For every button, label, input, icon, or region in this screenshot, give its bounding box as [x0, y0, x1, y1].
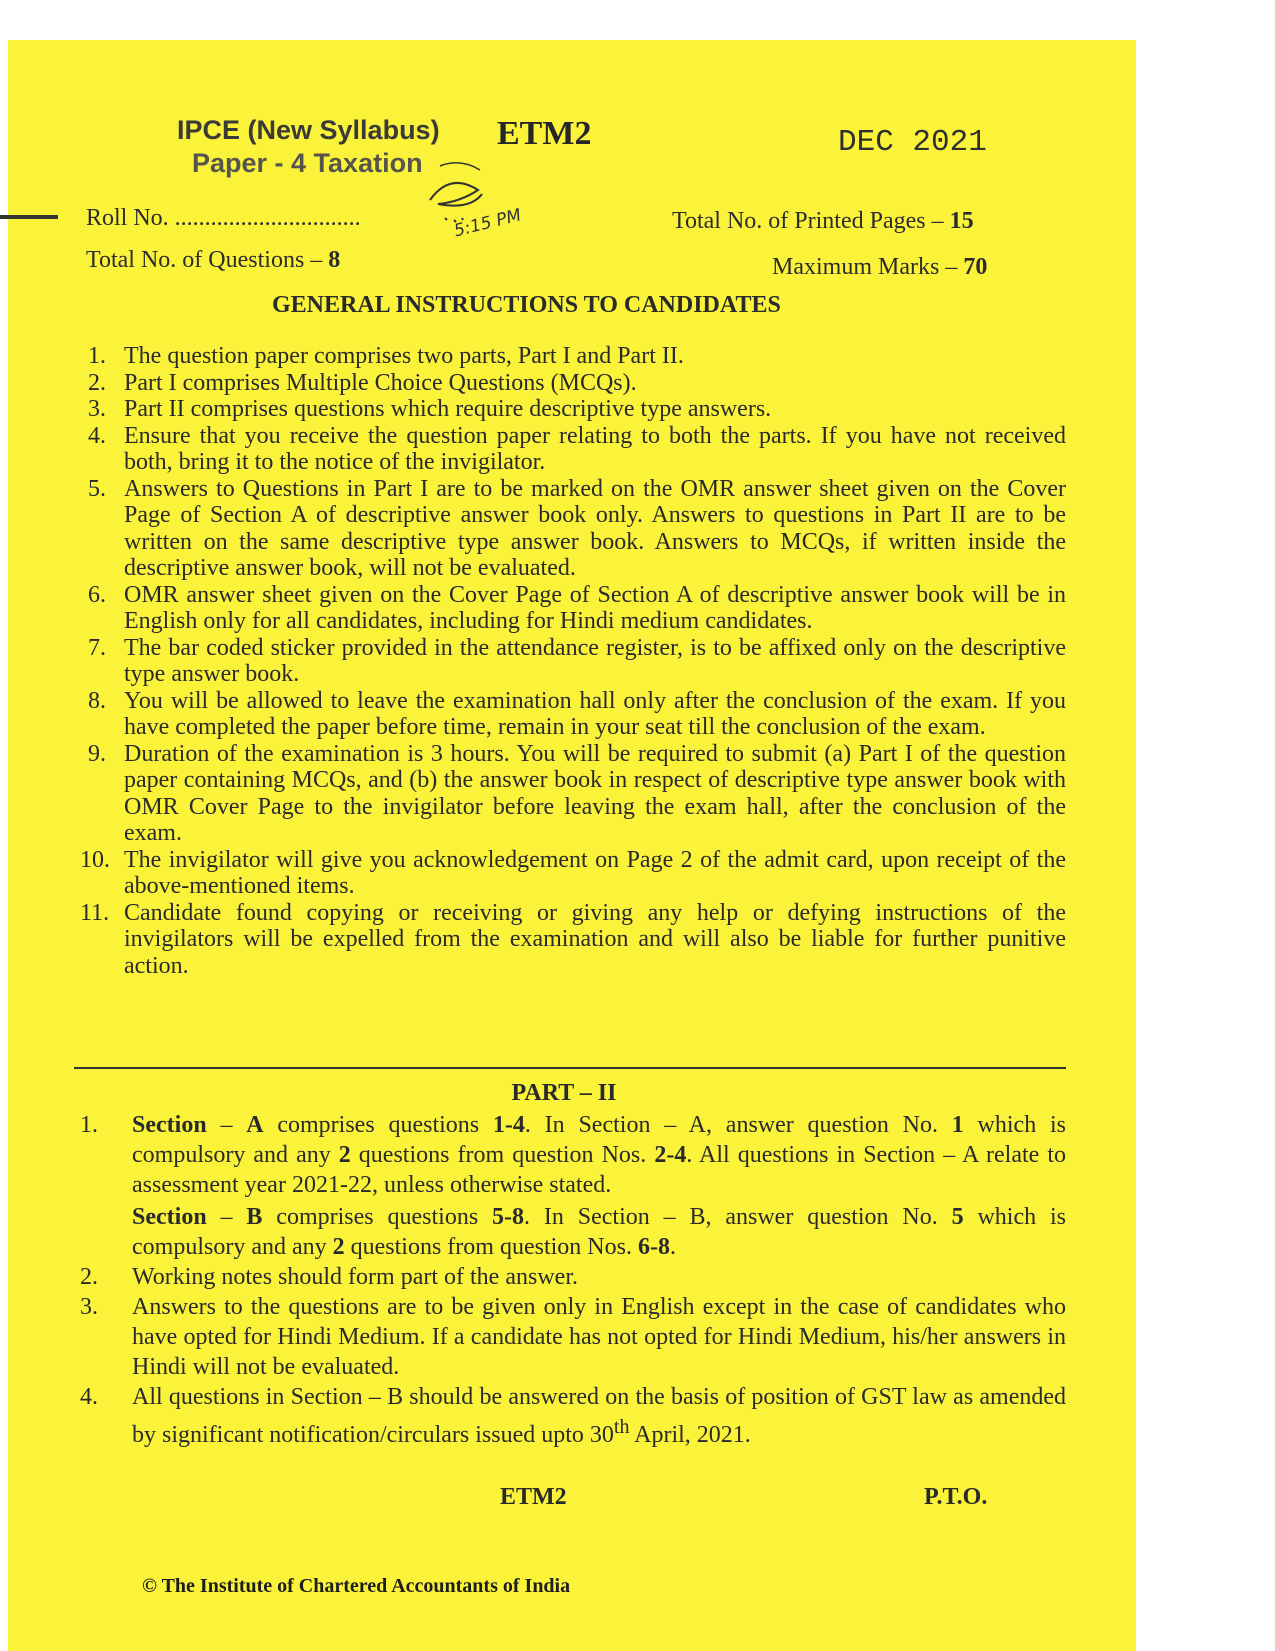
- part-two-list: [80, 1110, 1066, 1450]
- part-two-number: 3.: [80, 1294, 98, 1320]
- part-two-text: Answers to the questions are to be given only in English except in the case of candidates who have opted for Hindi Medium. If a candidate has not opted for Hindi Medium, his/her answers in Hindi will not be evaluated.: [132, 1294, 1066, 1380]
- part-two-number: 1.: [80, 1112, 98, 1138]
- instruction-item: [80, 396, 1066, 423]
- instruction-number: 6.: [88, 581, 106, 608]
- general-instructions-list: [80, 343, 1066, 979]
- maximum-marks: [772, 254, 987, 281]
- course-title: IPCE (New Syllabus): [177, 115, 440, 145]
- instruction-text: The question paper comprises two parts, Part I and Part II.: [124, 343, 684, 369]
- part-two-title: PART – II: [511, 1080, 617, 1106]
- instruction-text: The bar coded sticker provided in the attendance register, is to be affixed only on the descriptive type answer book.: [124, 634, 1066, 687]
- scan-artifact-line: [0, 215, 58, 219]
- instruction-text: The invigilator will give you acknowledgement on Page 2 of the admit card, upon receipt of the above-mentioned items.: [124, 846, 1066, 899]
- instruction-item: [80, 688, 1066, 741]
- printed-pages-value: 15: [949, 208, 974, 234]
- instruction-number: 10.: [80, 846, 110, 873]
- total-questions-value: 8: [328, 247, 341, 273]
- part-two-item: [80, 1110, 1066, 1262]
- instruction-number: 2.: [88, 369, 106, 396]
- total-questions: [86, 247, 340, 274]
- copyright-notice: © The Institute of Chartered Accountants of India: [142, 1575, 571, 1597]
- printed-pages-label: Total No. of Printed Pages –: [672, 208, 944, 234]
- instruction-number: 8.: [88, 687, 106, 714]
- instruction-item: [80, 370, 1066, 397]
- total-questions-label: Total No. of Questions –: [86, 247, 323, 273]
- instruction-number: 4.: [88, 422, 106, 449]
- instruction-item: [80, 582, 1066, 635]
- instruction-text: Part II comprises questions which require descriptive type answers.: [124, 396, 772, 422]
- part-two-item: [80, 1262, 1066, 1292]
- instruction-number: 9.: [88, 740, 106, 767]
- printed-pages: [672, 208, 974, 235]
- footer-paper-code: ETM2: [500, 1484, 567, 1510]
- instruction-item: [80, 900, 1066, 980]
- maximum-marks-value: 70: [963, 254, 988, 280]
- part-two-number: 2.: [80, 1264, 98, 1290]
- instruction-item: [80, 476, 1066, 582]
- section-divider: [74, 1067, 1066, 1069]
- general-instructions-title: GENERAL INSTRUCTIONS TO CANDIDATES: [272, 292, 781, 318]
- roll-no-field: Roll No. ...............................: [86, 205, 361, 231]
- instruction-number: 11.: [80, 899, 110, 926]
- instruction-text: Ensure that you receive the question paper relating to both the parts. If you have not received both, bring it to the notice of the invigilator.: [124, 422, 1066, 475]
- instruction-item: [80, 847, 1066, 900]
- handwritten-time-note: 5:15 PM: [452, 205, 524, 242]
- instruction-text: OMR answer sheet given on the Cover Page of Section A of descriptive answer book will be in English only for all candidates, including for Hindi medium candidates.: [124, 581, 1066, 634]
- instruction-item: [80, 423, 1066, 476]
- part-two-text: All questions in Section – B should be answered on the basis of position of GST law as amended by significant notification/circulars issued upto 30th April, 2021.: [132, 1384, 1066, 1448]
- instruction-text: Answers to Questions in Part I are to be marked on the OMR answer sheet given on the Cover Page of Section A of descriptive answer book only. Answers to questions in Part II are to be written on the same descriptive type answer book. Answers to MCQs, if written inside the descriptive answer book, will not be evaluated.: [124, 475, 1066, 581]
- please-turn-over: P.T.O.: [924, 1484, 988, 1510]
- instruction-item: [80, 635, 1066, 688]
- instruction-text: Candidate found copying or receiving or giving any help or defying instructions of the invigilators will be expelled from the examination and will also be liable for further punitive action.: [124, 899, 1066, 979]
- instruction-text: Duration of the examination is 3 hours. You will be required to submit (a) Part I of the question paper containing MCQs, and (b) the answer book in respect of descriptive type answer book with OMR Cover Page to the invigilator before leaving the exam hall, after the conclusion of the exam.: [124, 740, 1066, 846]
- instruction-item: [80, 741, 1066, 847]
- instruction-number: 1.: [88, 343, 106, 369]
- part-two-number: 4.: [80, 1384, 98, 1410]
- section-a-text: Section – A comprises questions 1-4. In Section – A, answer question No. 1 which is compulsory and any 2 questions from question Nos. 2-4. All questions in Section – A relate to assessment year 2021-22, unless otherwise stated.: [132, 1112, 1066, 1198]
- section-b-text: Section – B comprises questions 5-8. In Section – B, answer question No. 5 which is compulsory and any 2 questions from question Nos. 6-8.: [132, 1204, 1067, 1260]
- part-two-item: [80, 1382, 1066, 1450]
- exam-session: DEC 2021: [838, 125, 987, 160]
- maximum-marks-label: Maximum Marks –: [772, 254, 958, 280]
- instruction-text: You will be allowed to leave the examination hall only after the conclusion of the exam. If you have completed the paper before time, remain in your seat till the conclusion of the exam.: [124, 687, 1066, 740]
- paper-title: Paper - 4 Taxation: [192, 148, 423, 178]
- instruction-text: Part I comprises Multiple Choice Questions (MCQs).: [124, 369, 637, 396]
- instruction-number: 7.: [88, 634, 106, 661]
- part-two-item: [80, 1292, 1066, 1382]
- paper-code: ETM2: [497, 115, 592, 152]
- instruction-item: [80, 343, 1066, 370]
- instruction-number: 5.: [88, 475, 106, 502]
- instruction-number: 3.: [88, 396, 106, 422]
- part-two-text: Working notes should form part of the answer.: [132, 1264, 578, 1290]
